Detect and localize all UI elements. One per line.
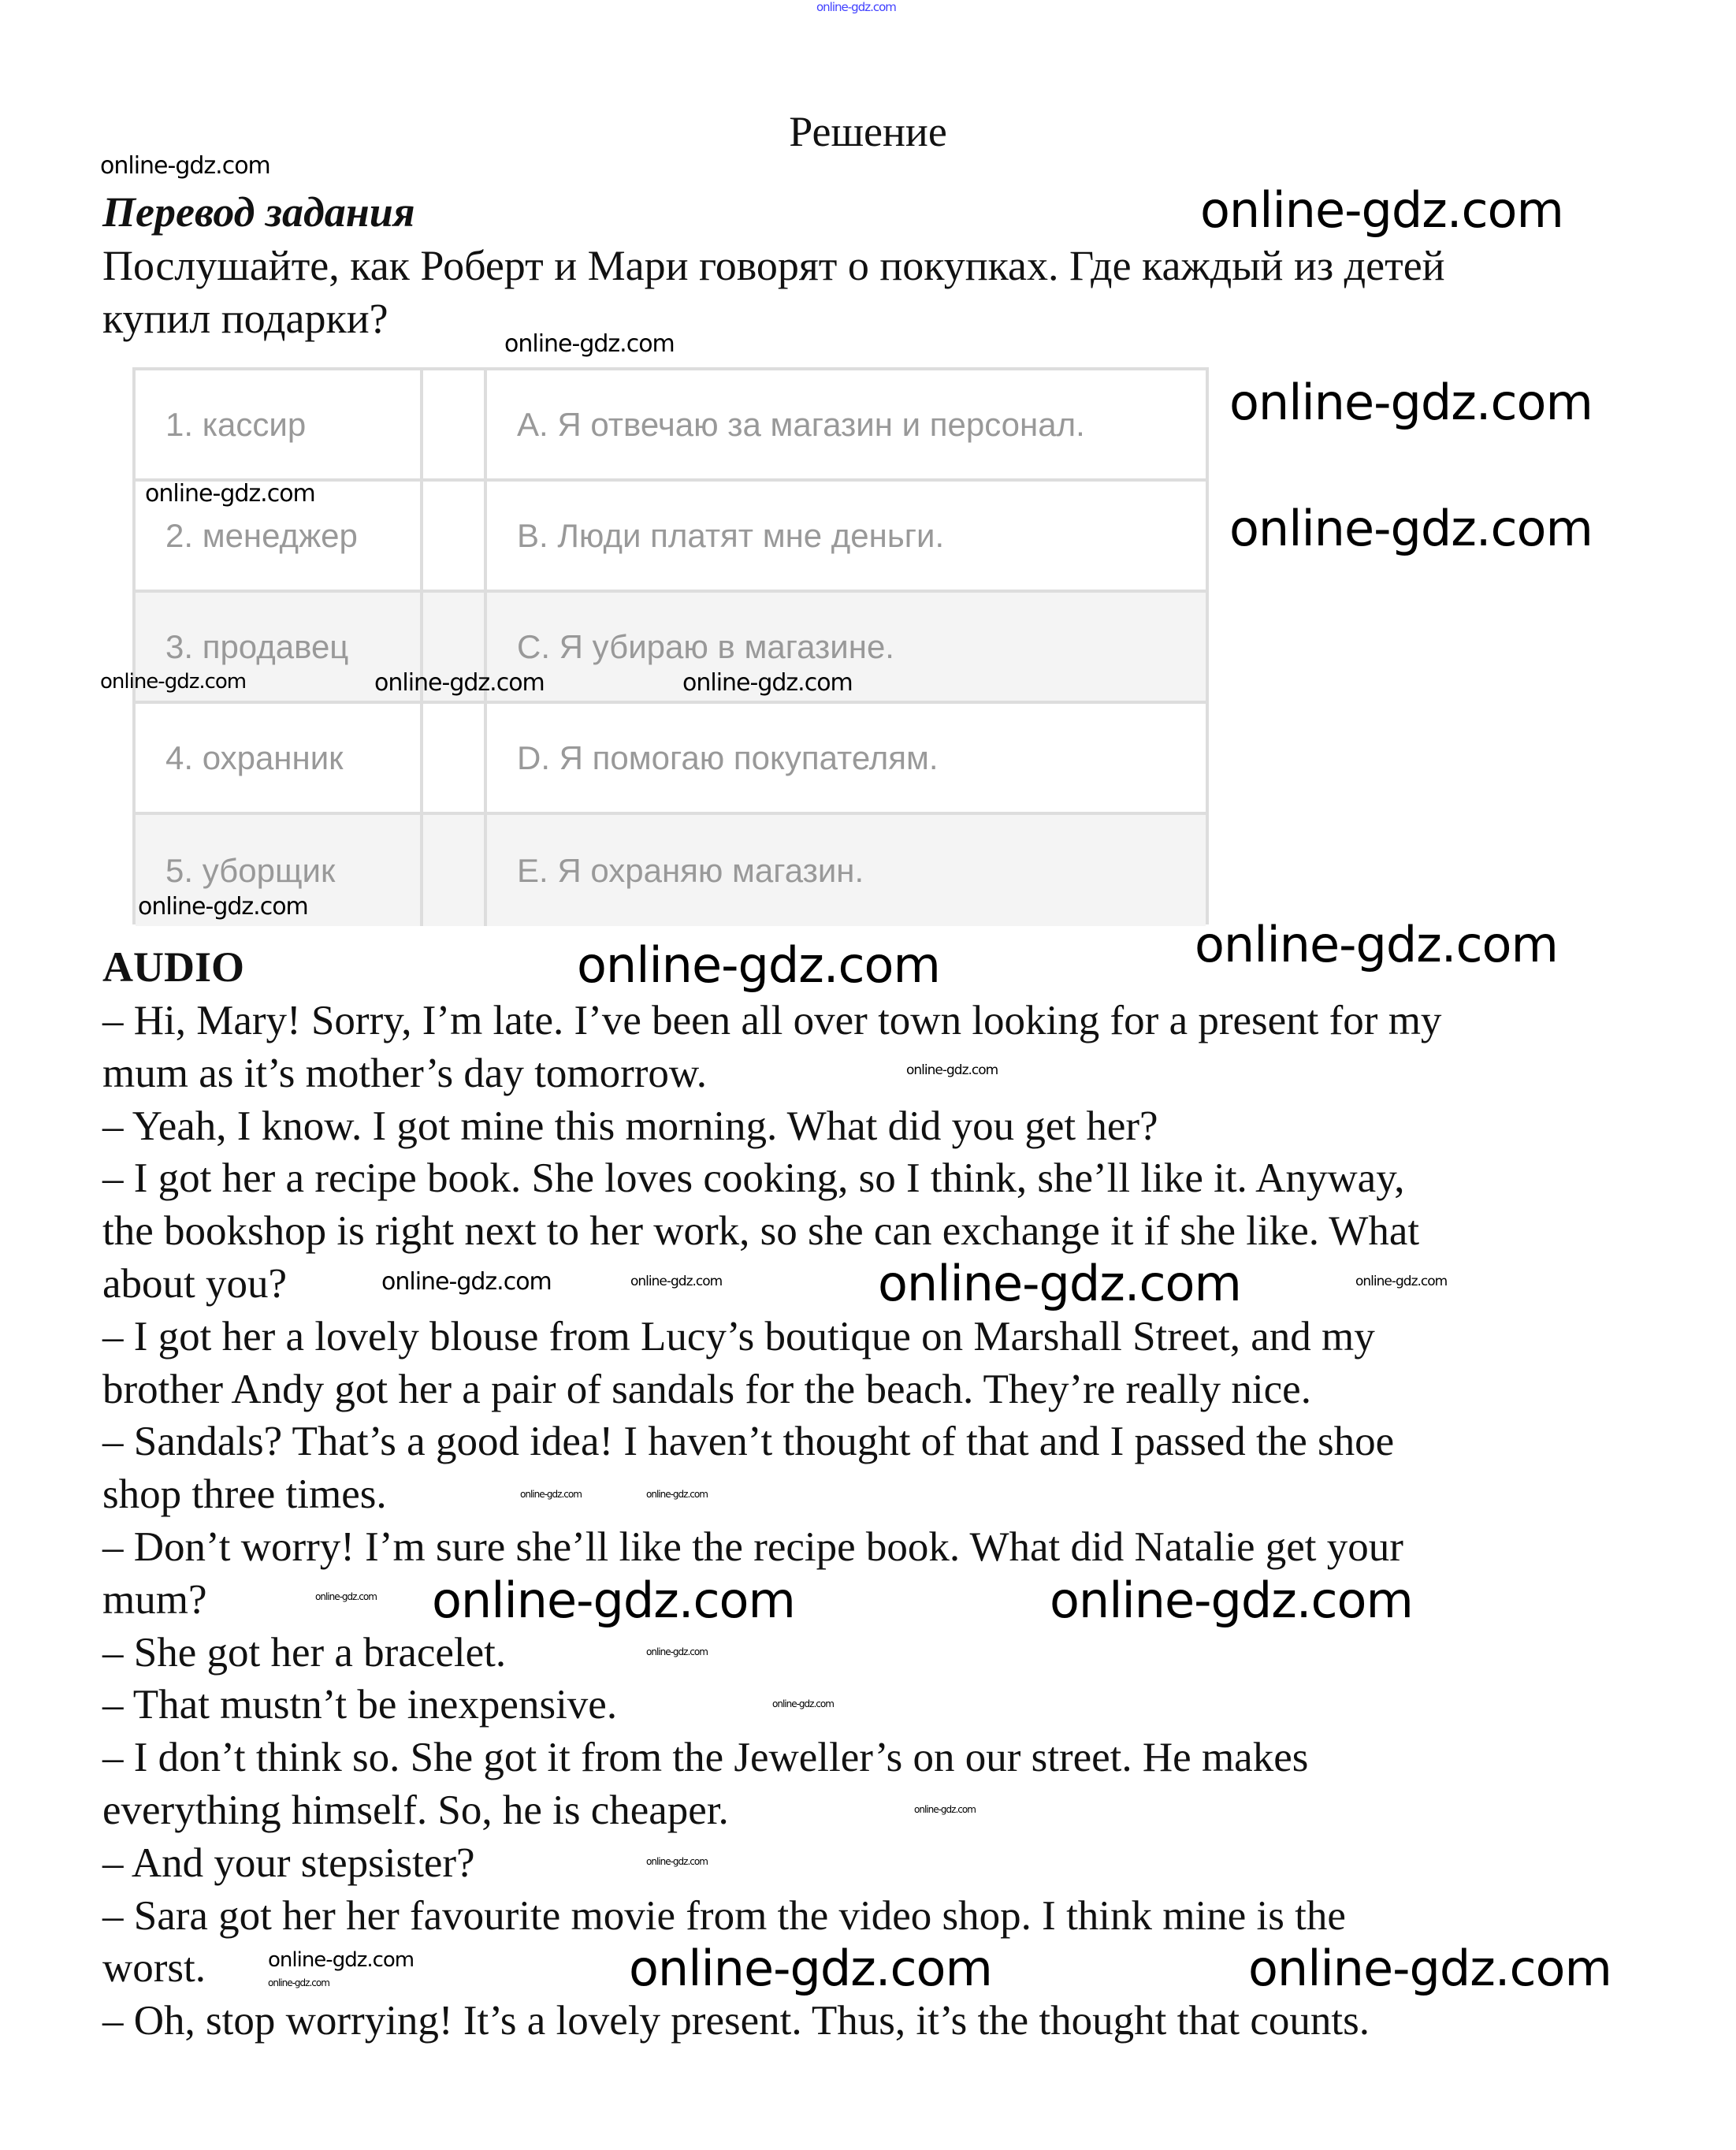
matching-table [132,367,1209,924]
dialogue-line: about you? [102,1261,288,1307]
dialogue-line: – Don’t worry! I’m sure she’ll like the recipe book. What did Natalie get your [102,1524,1403,1570]
watermark: online-gdz.com [878,1255,1241,1312]
watermark: online-gdz.com [646,1856,708,1867]
answer-cell [423,370,487,478]
watermark: online-gdz.com [520,1489,582,1500]
watermark: online-gdz.com [315,1591,377,1602]
description-cell: C. Я убираю в магазине. [517,627,894,665]
watermark: online-gdz.com [816,0,896,14]
watermark: online-gdz.com [906,1062,998,1078]
table-row [136,370,1206,482]
watermark: online-gdz.com [432,1572,795,1629]
watermark: online-gdz.com [138,893,308,921]
watermark: online-gdz.com [1050,1572,1413,1629]
watermark: online-gdz.com [268,1977,329,1988]
description-cell: E. Я охраняю магазин. [517,851,864,889]
instruction-line: купил подарки? [102,295,388,342]
answer-cell [423,482,487,590]
section-heading: Перевод задания [102,188,415,236]
audio-heading: AUDIO [102,943,245,991]
watermark: online-gdz.com [682,669,853,697]
watermark: online-gdz.com [1200,181,1563,239]
table-row [136,593,1206,704]
role-cell: 4. охранник [136,704,423,812]
answer-cell [423,704,487,812]
description-cell: A. Я отвечаю за магазин и персонал. [517,405,1085,443]
dialogue-line: – And your stepsister? [102,1839,475,1886]
watermark: online-gdz.com [374,669,545,697]
role-cell: 5. уборщик [136,815,423,926]
dialogue-line: brother Andy got her a pair of sandals for the beach. They’re really nice. [102,1366,1311,1412]
dialogue-line: everything himself. So, he is cheaper. [102,1787,729,1833]
watermark: online-gdz.com [646,1489,708,1500]
role-cell: 1. кассир [136,370,423,478]
description-cell: B. Люди платят мне деньги. [517,516,945,554]
watermark: online-gdz.com [100,670,247,694]
dialogue-line: the bookshop is right next to her work, so she can exchange it if she like. What [102,1208,1420,1255]
watermark: online-gdz.com [1248,1940,1611,1997]
role-cell: 2. менеджер [136,482,423,590]
instruction-line: Послушайте, как Роберт и Мари говорят о покупках. Где каждый из детей [102,242,1445,289]
watermark: online-gdz.com [630,1274,723,1289]
watermark: online-gdz.com [1195,916,1558,973]
dialogue-line: – Sara got her her favourite movie from the video shop. I think mine is the [102,1892,1346,1939]
dialogue-line: mum as it’s mother’s day tomorrow. [102,1050,707,1096]
dialogue-line: – I got her a recipe book. She loves cooking, so I think, she’ll like it. Anyway, [102,1155,1405,1202]
role-cell: 3. продавец [136,593,423,701]
dialogue-line: – She got her a bracelet. [102,1629,507,1676]
watermark: online-gdz.com [772,1698,834,1709]
watermark: online-gdz.com [646,1646,708,1657]
watermark: online-gdz.com [1229,500,1593,557]
watermark: online-gdz.com [629,1940,992,1997]
watermark: online-gdz.com [268,1948,414,1972]
dialogue-line: – I got her a lovely blouse from Lucy’s boutique on Marshall Street, and my [102,1313,1375,1360]
watermark: online-gdz.com [100,152,270,180]
dialogue-line: – That mustn’t be inexpensive. [102,1682,618,1728]
answer-cell [423,815,487,926]
dialogue-line: – Sandals? That’s a good idea! I haven’t thought of that and I passed the shoe [102,1419,1395,1465]
dialogue-line: shop three times. [102,1471,387,1518]
table-row [136,704,1206,815]
dialogue-line: – Hi, Mary! Sorry, I’m late. I’ve been all over town looking for a present for my [102,998,1442,1043]
description-cell: D. Я помогаю покупателям. [517,738,939,776]
watermark: online-gdz.com [381,1268,552,1296]
dialogue-line: – Oh, stop worrying! It’s a lovely present. Thus, it’s the thought that counts. [102,1998,1370,2044]
dialogue-line: worst. [102,1945,206,1992]
dialogue-line: – Yeah, I know. I got mine this morning. What did you get her? [102,1103,1158,1149]
watermark: online-gdz.com [577,936,940,994]
dialogue-line: mum? [102,1576,207,1623]
page-title: Решение [789,108,947,155]
watermark: online-gdz.com [145,480,315,508]
watermark: online-gdz.com [504,330,675,358]
watermark: online-gdz.com [1355,1274,1448,1289]
watermark: online-gdz.com [914,1804,976,1815]
dialogue-line: – I don’t think so. She got it from the Jeweller’s on our street. He makes [102,1735,1309,1781]
watermark: online-gdz.com [1229,374,1593,431]
